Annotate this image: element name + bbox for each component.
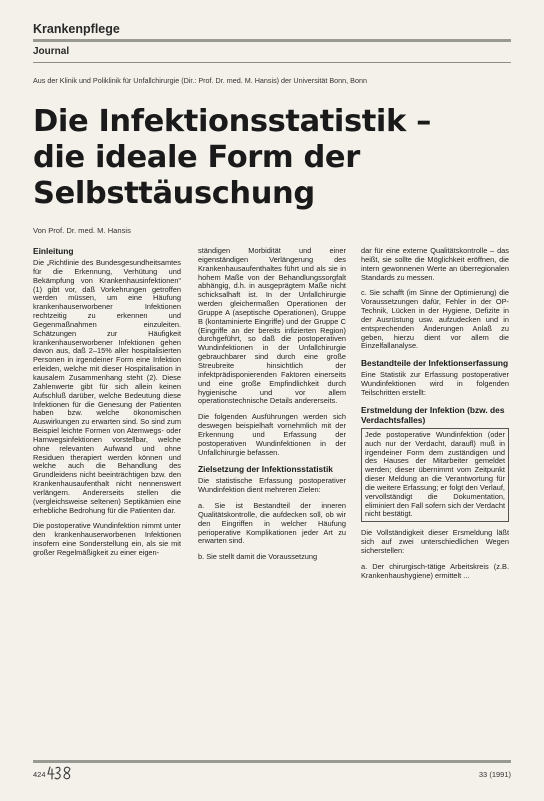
title-line-1: Die Infektionsstatistik – <box>33 104 431 139</box>
paragraph: Die postoperative Wundinfektion nimmt unter den krankenhauserworbenen Infektionen insofern eine Sonderstellung ein, als sie mit großer Regelmäßigkeit zu einer eigen- <box>33 521 181 557</box>
journal-section: Journal <box>33 46 70 57</box>
subheading-erstmeldung: Erstmeldung der Infektion (bzw. des Verdachtsfalles) <box>361 404 505 425</box>
section-heading-einleitung: Einleitung <box>33 246 74 256</box>
section-heading-zielsetzung: Zielsetzung der Infektionsstatistik <box>198 464 333 475</box>
title-line-2: die ideale Form der <box>33 140 360 175</box>
list-item: a. Sie ist Bestandteil der inneren Qualitätskontrolle, die aufdecken soll, ob wir den Eingriffen in welcher Häufung perioperative Komplikationen jeder Art zu erwarten sind. <box>198 501 346 546</box>
boxed-paragraph: Jede postoperative Wundinfektion (oder auch nur der Verdacht, daraufl) muß in irgendeiner Form dem zuständigen und des Hauses der Mitarbeiter gemeldet werden; dieser übernimmt vom Zeitpunkt dieser Meldung an die Verantwortung für die weitere Erfassung; er folgt den Verlauf, vervollständigt die Dokumentation, eliminiert den Fall sofern sich der Verdacht nicht bestätigt. <box>361 428 509 522</box>
text-column-1 <box>33 246 181 565</box>
paragraph: Eine Statistik zur Erfassung postoperativer Wundinfektionen wird in folgenden Teilschritten erstellt: <box>361 370 509 397</box>
paragraph: ständigen Morbidität und einer eigenständigen Verlängerung des Krankenhausaufenthaltes führt und als sie in hohem Maße von der Behandlungssorgfalt abhängig, d.h. in ausgeprägtem Maße nicht schicksalhaft ist. In der Unfallchirurgie werden gleichermaßen Operationen der Gruppe A (aseptische Operationen), Gruppe B (kontaminierte Eingriffe) und der Gruppe C (Eingriffe an der bereits infizierten Region) durchgeführt, so daß die postoperativen Wundinfektionen in der Unfallchirurgie gebrauchbarer sind durch eine große Streubreite hinsichtlich der infektprädisponierenden Faktoren einerseits und eine große Empfindlichkeit durch hygienische und vor allem operationstechnische Details andererseits. <box>198 246 346 406</box>
footer-rule <box>33 760 511 763</box>
section-heading-bestandteile: Bestandteile der Infektionserfassung <box>361 358 509 369</box>
text-column-2 <box>198 247 346 569</box>
text-column-3 <box>361 247 509 587</box>
paragraph: dar für eine externe Qualitätskontrolle – das heißt, sie sollte die Möglichkeit eröffnen, die intern gewonnenen Werte an überregionalen Standards zu messen. <box>361 246 509 282</box>
list-item: a. Der chirurgisch-tätige Arbeitskreis (z.B. Krankenhaushygiene) ermittelt ... <box>361 561 509 580</box>
article-title <box>33 104 511 212</box>
handwritten-page-number <box>47 765 73 781</box>
journal-name: Krankenpflege <box>33 22 120 36</box>
header-divider <box>33 62 511 63</box>
paragraph: Die folgenden Ausführungen werden sich deswegen beispielhaft vornehmlich mit der Erkennung und Erfassung der postoperativen Wundinfektionen in der Unfallchirurgie befassen. <box>198 412 346 457</box>
author-byline: Von Prof. Dr. med. M. Hansis <box>33 226 131 235</box>
issue-label: 33 (1991) <box>478 770 511 779</box>
journal-header <box>33 22 511 63</box>
header-rule <box>33 39 511 42</box>
paragraph: Die Vollständigkeit dieser Ersmeldung läßt sich auf zwei unterschiedlichen Wegen sicherstellen: <box>361 528 509 555</box>
list-item: c. Sie schafft (im Sinne der Optimierung) die Voraussetzungen dafür, Fehler in der OP-Technik, Lücken in der Hygiene, Defizite in der Ausrüstung usw. aufzudecken und in entsprechenden Änderungen Anlaß zu geben, hierzu dient vor allem die Einzelfallanalyse. <box>361 288 509 351</box>
paragraph: Die statistische Erfassung postoperativer Wundinfektion dient mehreren Zielen: <box>198 476 346 495</box>
paragraph: Die „Richtlinie des Bundesgesundheitsamtes für die Erkennung, Verhütung und Bekämpfung von Krankenhausinfektionen“ (1) gibt vor, daß Vorkehrungen getroffen werden müssen, um eine Häufung krankenhauserworbener Infektionen rechtzeitig zu erkennen und Gegenmaßnahmen einzuleiten. Schätzungen zur Häufigkeit krankenhauserworbener Infektionen gehen davon aus, daß 2–15% aller hospitalisierten Personen in irgendeiner Form eine Infektion erleiden, welche mit dieser Hospitalisation in kausalem Zusammenhang steht (2). Diese Zahlenwerte gibt für sich allein keinen Aufschluß darüber, welche Bedeutung diese Infektionen für die Genesung der Patienten haben bzw. welche ökonomischen Auswirkungen zu erwarten sind. So sind zum Beispiel leichte Formen von Atemwegs- oder Harnwegsinfektionen vorstellbar, welche ohne relevanten Aufwand und ohne Residuen therapiert werden können und welche auch die Behandlung des Grundleidens nicht beeinträchtigen bzw. den Krankenhausaufenthalt nicht nennenswert verlängern. Andererseits stellen die (vergleichsweise seltenen) Septikämien eine erhebliche Bedrohung für die Patienten dar. <box>33 258 181 515</box>
title-line-3: Selbsttäuschung <box>33 176 315 211</box>
list-item: b. Sie stellt damit die Voraussetzung <box>198 552 318 562</box>
page-number: 424 <box>33 770 46 779</box>
page-footer <box>33 760 511 782</box>
affiliation-line: Aus der Klinik und Poliklinik für Unfallchirurgie (Dir.: Prof. Dr. med. M. Hansis) der Universität Bonn, Bonn <box>33 76 367 85</box>
